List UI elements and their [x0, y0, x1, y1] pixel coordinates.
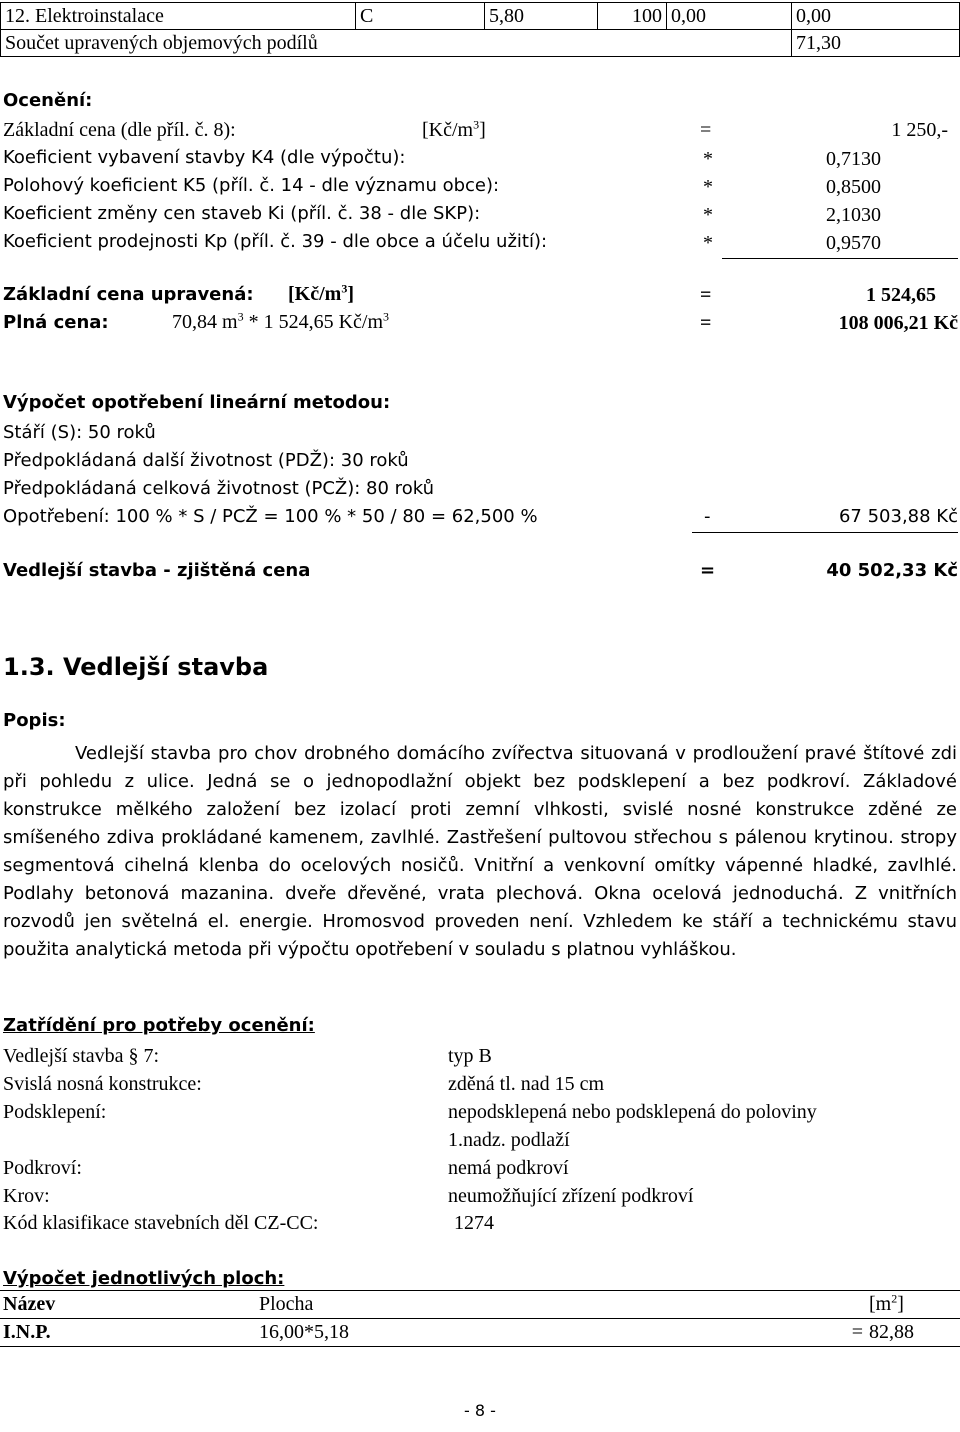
adjusted-price-label: Základní cena upravená:: [3, 284, 254, 305]
page-number: - 8 -: [464, 1401, 496, 1420]
coef-ki-op: *: [703, 204, 713, 226]
coef-ki-label: Koeficient změny cen staveb Ki (příl. č. 38 - dle SKP):: [3, 203, 481, 224]
full-price-calc: 70,84 $m^3 * 1$ 524,65 $Kč/m^3$: [172, 309, 389, 333]
remaining-life: Předpokládaná další životnost (PDŽ): 30 roků: [3, 450, 409, 471]
coef-k4-value: 0,7130: [826, 148, 881, 170]
coef-kp-label: Koeficient prodejnosti Kp (příl. č. 39 - dle obce a účelu užití):: [3, 231, 548, 252]
base-price-op: =: [700, 119, 712, 141]
col-header-unit: $[m^2]$: [866, 1291, 960, 1319]
cell-c: 0,00: [667, 3, 792, 30]
base-price-unit: $[Kč/m^3]$: [422, 117, 486, 141]
class-label: Svislá nosná konstrukce:: [3, 1073, 202, 1095]
result-label: Vedlejší stavba - zjištěná cena: [3, 560, 311, 581]
table-header-row: [0, 1291, 960, 1319]
adjusted-price-unit: $[Kč/m^3]$: [288, 281, 354, 305]
popis-label: Popis:: [3, 710, 66, 731]
full-price-op: =: [700, 312, 712, 334]
cell-a: 5,80: [485, 3, 598, 30]
cell-d: 0,00: [792, 3, 960, 30]
coef-kp-op: *: [703, 232, 713, 254]
areas-heading: Výpočet jednotlivých ploch:: [3, 1268, 285, 1289]
section-title: 1.3. Vedlejší stavba: [3, 653, 269, 681]
base-price-label: Základní cena (dle příl. č. 8):: [3, 119, 236, 141]
class-value: 1274: [454, 1212, 494, 1234]
table-row: [1, 3, 960, 30]
depreciation-rule: [692, 532, 958, 533]
class-value: nemá podkroví: [448, 1157, 569, 1179]
result-op: =: [700, 560, 716, 581]
area-value: 82,88: [866, 1319, 960, 1347]
adjusted-price-value: 1 524,65: [866, 284, 936, 306]
area-name: I.N.P.: [0, 1319, 256, 1347]
class-value: neumožňující zřízení podkroví: [448, 1185, 694, 1207]
coef-k5-op: *: [703, 176, 713, 198]
class-label: Krov:: [3, 1185, 50, 1207]
full-price-value: 108 006,21 Kč: [838, 312, 958, 334]
class-value: typ B: [448, 1045, 492, 1067]
class-label: Podsklepení:: [3, 1101, 107, 1123]
class-label: Vedlejší stavba § 7:: [3, 1045, 160, 1067]
depreciation-calc: Opotřebení: 100 % * S / PCŽ = 100 % * 50 / 80 = 62,500 %: [3, 506, 538, 527]
oceneni-heading: Ocenění:: [3, 90, 93, 111]
coef-k4-label: Koeficient vybavení stavby K4 (dle výpočtu):: [3, 147, 406, 168]
areas-table: [0, 1290, 960, 1347]
classification-heading: Zatřídění pro potřeby ocenění:: [3, 1015, 315, 1036]
class-value: zděná tl. nad 15 cm: [448, 1073, 605, 1095]
description-paragraph: Vedlejší stavba pro chov drobného domácího zvířectva situovaná v prodloužení pravé štítové zdi při pohledu z ulice. Jedná se o jednopodlažní objekt bez podsklepení a bez podkroví. Základové konstrukce mělkého založení bez izolací proti zemní vlhkosti, svislé nosné konstrukce zděné ze smíšeného zdiva prokládané kamenem, zavlhlé. Zastřešení pultovou střechou s pálenou krytinou. stropy segmentová cihelná klenba do ocelových nosičů. Vnitřní a venkovní omítky vápenné hladké, zavlhlé. Podlahy betonová mazanina. dveře dřevěné, vrata plechová. Okna ocelová jednoduchá. Z vnitřních rozvodů jen světelná el. energie. Hromosvod proveden není. Vzhledem ke stáří a technickému stavu použita analytická metoda při výpočtu opotřebení v souladu s platnou vyhláškou.: [3, 743, 957, 960]
full-price-label: Plná cena:: [3, 312, 109, 333]
total-life: Předpokládaná celková životnost (PCŽ): 80 roků: [3, 478, 434, 499]
coef-k5-value: 0,8500: [826, 176, 881, 198]
table-row: [1, 30, 960, 57]
coef-kp-value: 0,9570: [826, 232, 881, 254]
area-op: =: [782, 1319, 866, 1347]
result-value: 40 502,33 Kč: [826, 560, 958, 581]
coef-k4-op: *: [703, 148, 713, 170]
sum-value: 71,30: [792, 30, 960, 57]
area-formula: 16,00*5,18: [256, 1319, 782, 1347]
age: Stáří (S): 50 roků: [3, 422, 156, 443]
coef-ki-value: 2,1030: [826, 204, 881, 226]
class-label: Kód klasifikace stavebních děl CZ-CC:: [3, 1212, 319, 1234]
depreciation-heading: Výpočet opotřebení lineární metodou:: [3, 392, 391, 413]
base-price-value: 1 250,-: [891, 119, 948, 141]
class-value: nepodsklepená nebo podsklepená do poloviny: [448, 1101, 817, 1123]
coef-k5-label: Polohový koeficient K5 (příl. č. 14 - dle významu obce):: [3, 175, 500, 196]
class-label: Podkroví:: [3, 1157, 82, 1179]
volume-share-table: [0, 2, 960, 57]
col-header-name: Název: [0, 1291, 256, 1319]
sum-label: Součet upravených objemových podílů: [1, 30, 792, 57]
depreciation-value: 67 503,88 Kč: [838, 506, 958, 527]
class-value: 1.nadz. podlaží: [448, 1129, 570, 1151]
cell-name: 12. Elektroinstalace: [1, 3, 356, 30]
adjusted-price-op: =: [700, 284, 712, 306]
cell-b: 100: [598, 3, 667, 30]
cell-class: C: [356, 3, 485, 30]
sum-rule: [722, 258, 958, 259]
table-row: [0, 1319, 960, 1347]
col-header-area: Plocha: [256, 1291, 782, 1319]
depreciation-op: -: [704, 506, 711, 527]
